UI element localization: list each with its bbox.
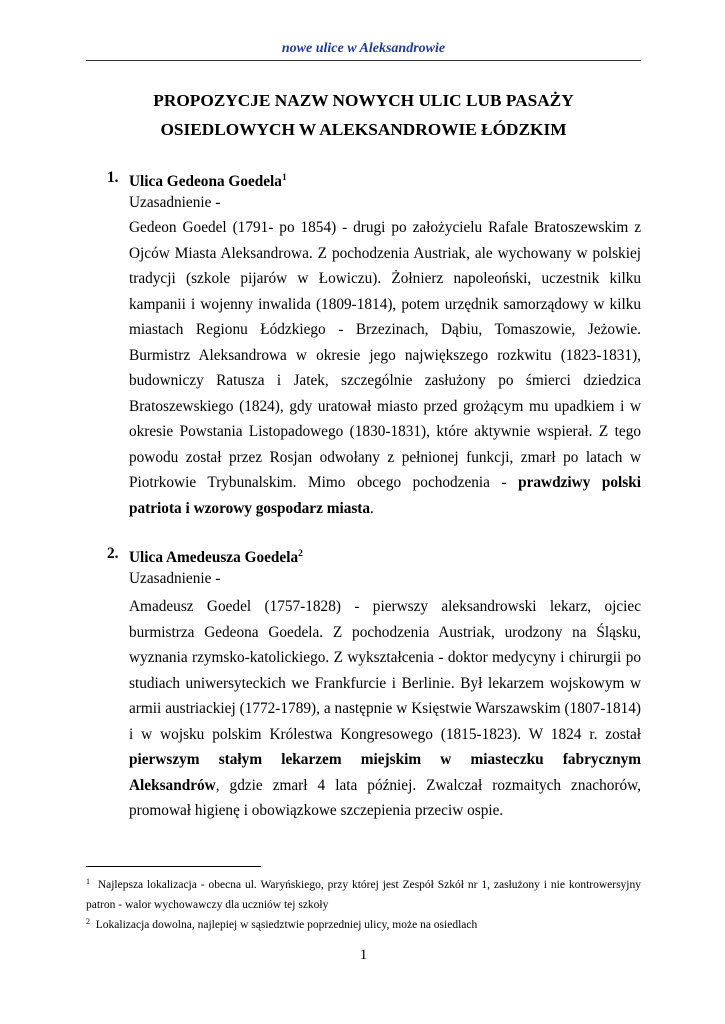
page-number: 1 [359,947,368,963]
footnote-1 [86,872,641,915]
footnote-mark: 1 [86,877,90,886]
footnote-ref[interactable]: 1 [281,173,287,183]
body-text: Gedeon Goedel (1791- po 1854) - drugi po założycielu Rafale Bratoszewskim z Ojców Miasta Aleksandrowa. Z pochodzenia Austriak, ale wychowany w polskiej tradycji (szkole pijarów w Łowiczu). Żołnierz napoleoński, uczestnik kilku kampanii i wojenny inwalida (1809-1814), potem urzędnik samorządowy w kilku miastach Regionu Łódzkiego - Brzezinach, Dąbiu, Tomaszowie, Jeżowie. Burmistrz Aleksandrowa w okresie jego największego rozkwitu (1823-1831), budowniczy Ratusza i Jatek, szczególnie zasłużony po śmierci dziedzica Bratoszewskiego (1824), gdy uratował miasto przed grożącym mu upadkiem i w okresie Powstania Listopadowego (1830-1831), które aktywnie wspierał. Z tego powodu został przez Rosjan odwołany z pełnionej funkcji, zmarł po latach w Piotrkowie Trybunalskim. Mimo obcego pochodzenia - [129,219,641,491]
section-number: 1. [107,169,119,186]
section-body [129,594,641,824]
justification-label: Uzasadnienie - [129,194,221,211]
section-title-text: Ulica Amedeusza Goedela [129,549,299,566]
footnote-ref[interactable]: 2 [298,549,303,559]
body-text-end: . [370,499,374,517]
header-divider [86,60,641,61]
footnote-mark: 2 [86,917,90,926]
section-title [129,542,303,570]
body-text: Amadeusz Goedel (1757-1828) - pierwszy aleksandrowski lekarz, ojciec burmistrza Gedeona Goedela. Z pochodzenia Austriak, urodzony na Śląsku, wyznania rzymsko-katolickiego. Z wykształcenia - doktor medycyny i chirurgii po studiach uniwersyteckich we Frankfurcie i Berlinie. Był lekarzem wojskowym w armii austriackiej (1772-1789), a następnie w Księstwie Warszawskim (1807-1814) i w wojsku polskim Królestwa Kongresowego (1815-1823). W 1824 r. został [129,598,641,743]
footnote-text: Lokalizacja dowolna, najlepiej w sąsiedztwie poprzedniej ulicy, może na osiedlach [95,919,478,931]
section-title-text: Ulica Gedeona Goedela [129,173,282,190]
section-body [129,215,641,521]
body-emphasis: prawdziwy polski patriota i wzorowy gospodarz miasta [129,474,641,517]
body-text-end: , gdzie zmarł 4 lata później. Zwalczał rozmaitych znachorów, promował higienę i obowiązkowe szczepienia przeciw ospie. [129,776,641,819]
section-number: 2. [107,545,119,562]
section-title [129,166,287,194]
footnote-2 [86,912,641,935]
title-line-2: OSIEDLOWYCH W ALEKSANDROWIE ŁÓDZKIM [160,120,567,139]
justification-label: Uzasadnienie - [129,570,221,587]
title-line-1: PROPOZYCJE NAZW NOWYCH ULIC LUB PASAŻY [153,91,574,110]
page-title [86,86,641,144]
body-emphasis: pierwszym stałym lekarzem miejskim w miasteczku fabrycznym Aleksandrów [129,751,641,794]
running-header: nowe ulice w Aleksandrowie [281,41,446,56]
footnote-divider [86,866,261,867]
footnote-text: Najlepsza lokalizacja - obecna ul. Waryńskiego, przy której jest Zespół Szkół nr 1, zasłużony i nie kontrowersyjny patron - walor wychowawczy dla uczniów tej szkoły [86,879,642,911]
